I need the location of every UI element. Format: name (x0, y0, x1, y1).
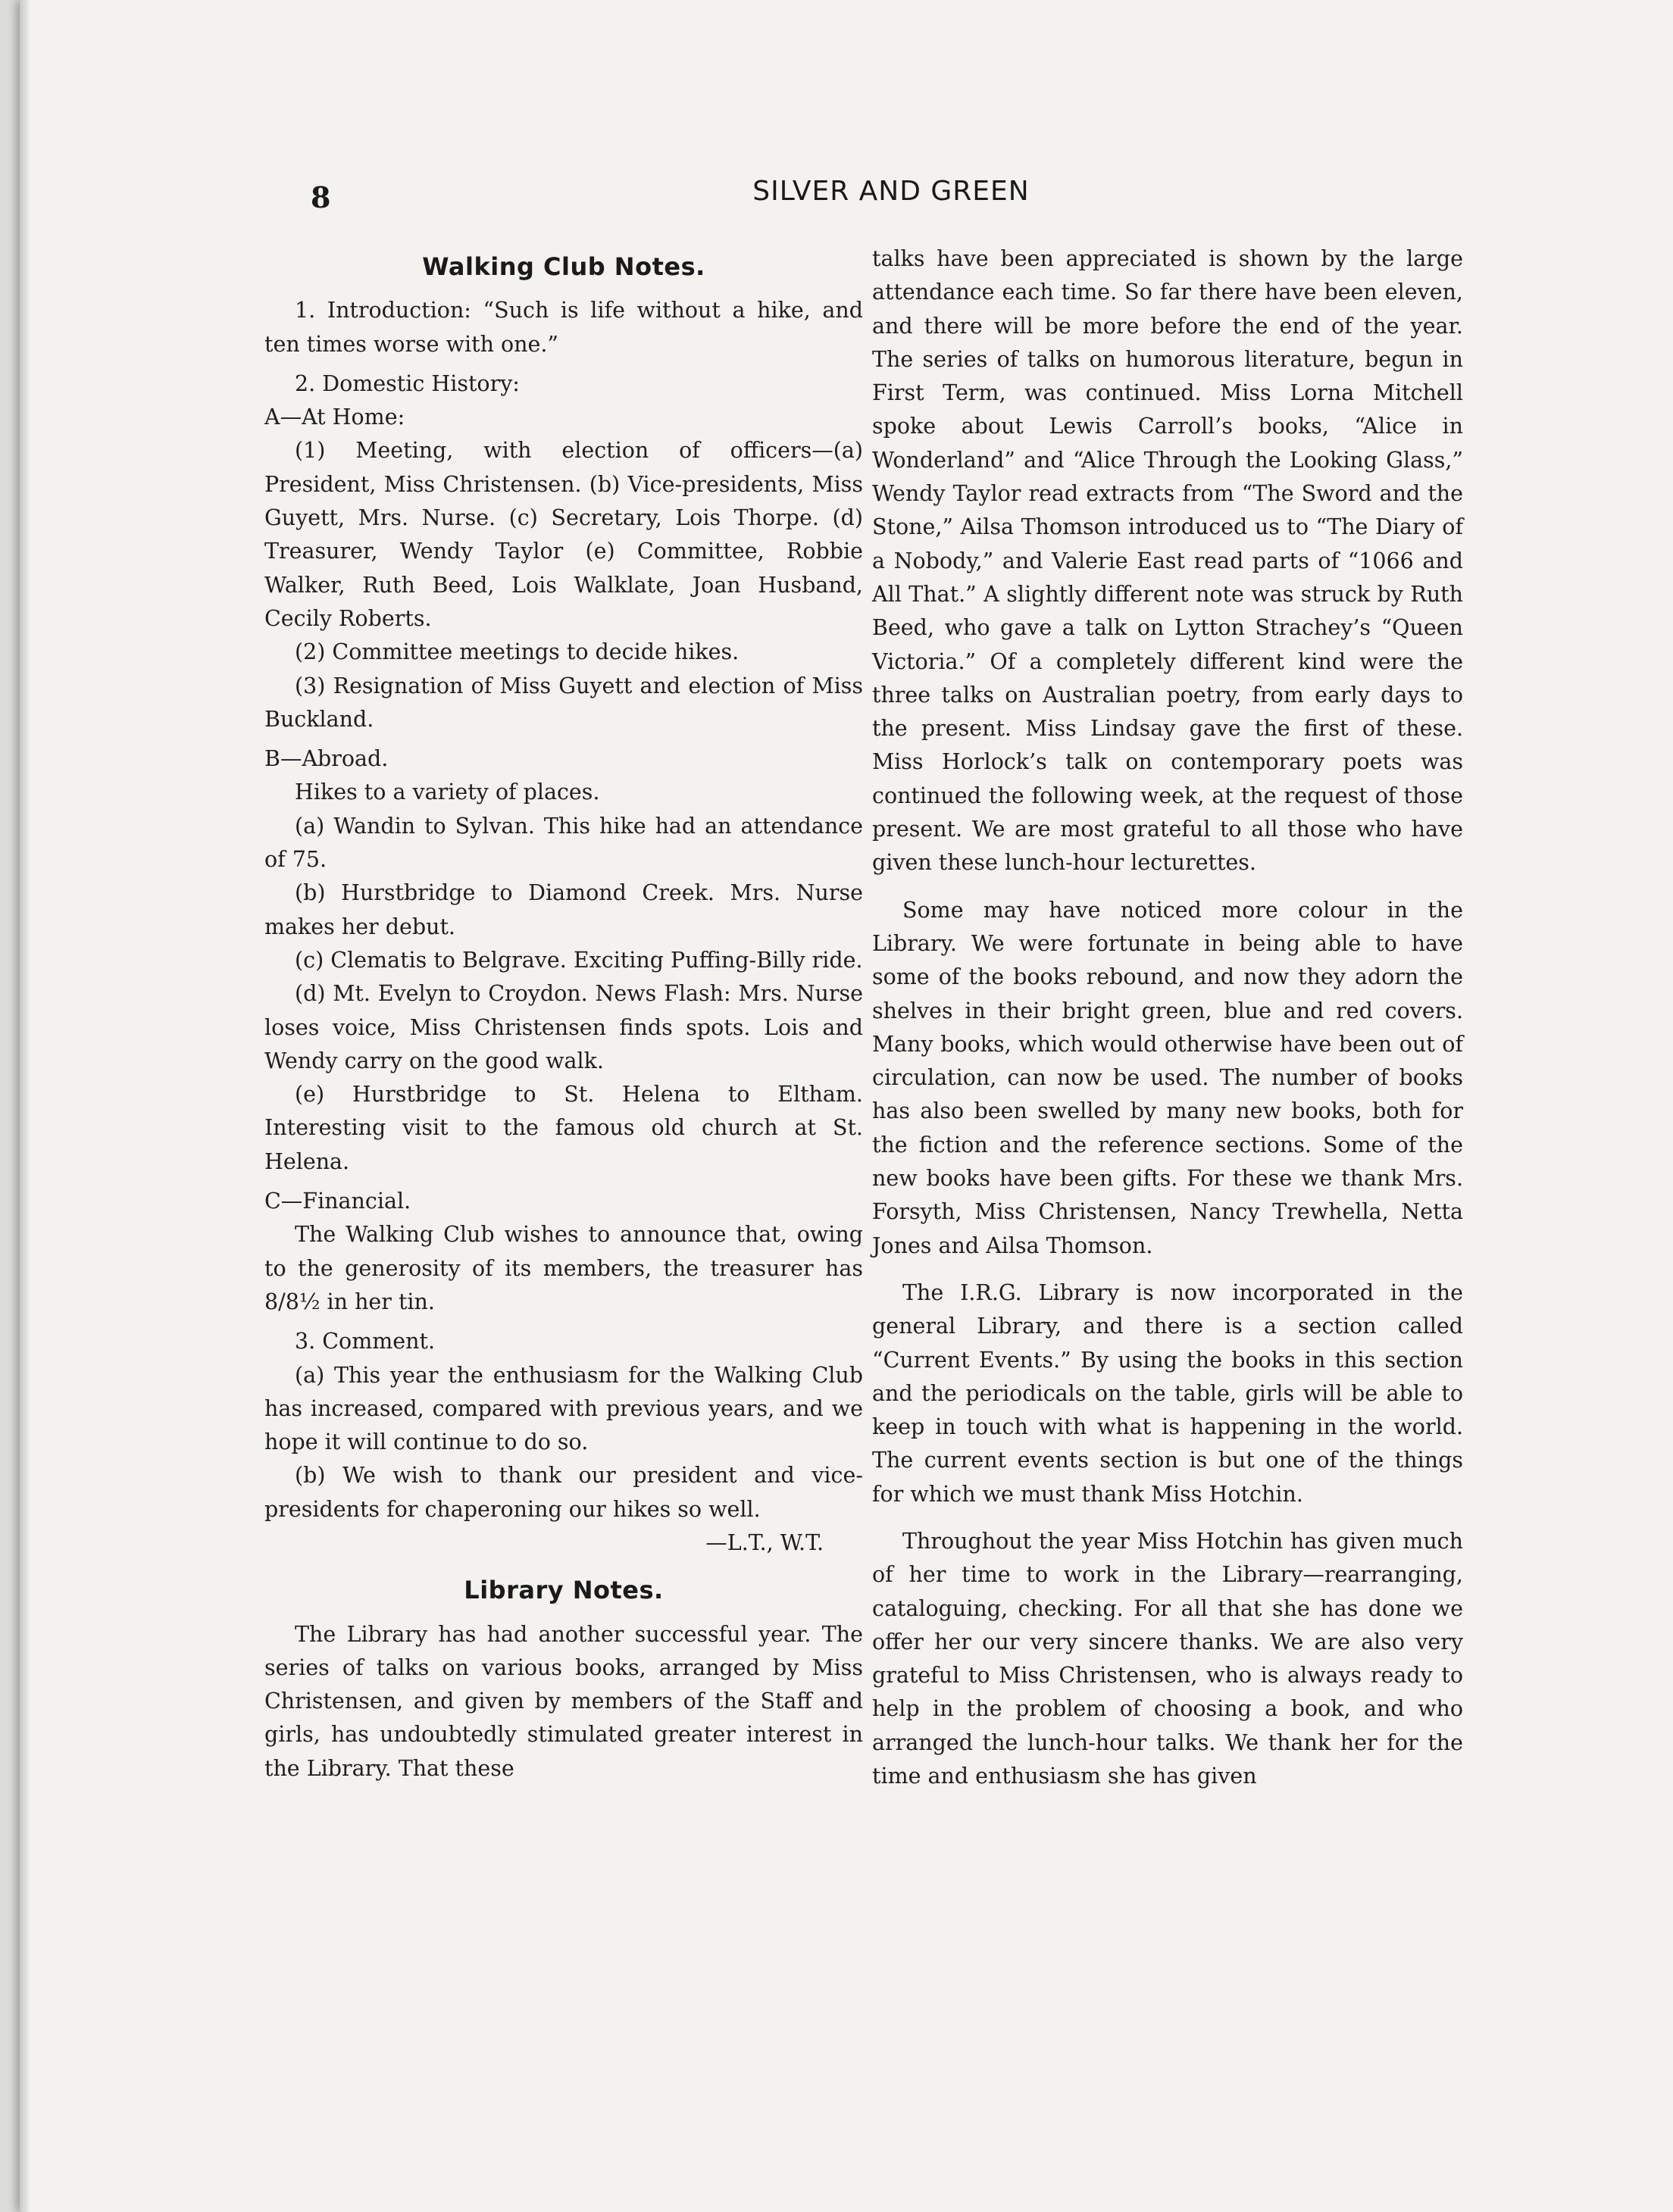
walking-hike-b: (b) Hurstbridge to Diamond Creek. Mrs. Nurse makes her debut. (264, 880, 863, 939)
walking-hike-c: (c) Clematis to Belgrave. Exciting Puffing-Billy ride. (295, 947, 863, 973)
walking-comment-a: (a) This year the enthusiasm for the Walking Club has increased, compared with previous years, and we hope it will continue to do so. (264, 1362, 863, 1455)
library-para-1-cont: talks have been appreciated is shown by the large attendance each time. So far there have been eleven, and there will be more before the end of the year. The series of talks on humorous literature, begun in First Term, was continued. Miss Lorna Mitchell spoke about Lewis Carroll’s books, “Alice in Wonderland” and “Alice Through the Looking Glass,” Wendy Taylor read extracts from “The Sword and the Stone,” Ailsa Thomson introduced us to “The Diary of a Nobody,” and Valerie East read parts of “1066 and All That.” A slightly different note was struck by Ruth Beed, who gave a talk on Lytton Strachey’s “Queen Victoria.” Of a completely different kind were the three talks on Australian poetry, from early days to the present. Miss Lindsay gave the first of these. Miss Horlock’s talk on contemporary poets was continued the following week, at the request of those present. We are most grateful to all those who have given these lunch-hour lecturettes. (872, 246, 1463, 876)
right-column (872, 242, 1463, 1793)
walking-hike-e: (e) Hurstbridge to St. Helena to Eltham. Interesting visit to the famous old church at St. Helena. (264, 1082, 863, 1174)
walking-home-item-3: (3) Resignation of Miss Guyett and election of Miss Buckland. (264, 673, 863, 732)
walking-hike-d: (d) Mt. Evelyn to Croydon. News Flash: Mrs. Nurse loses voice, Miss Christensen finds spots. Lois and Wendy carry on the good walk. (264, 981, 863, 1073)
running-title: SILVER AND GREEN (752, 176, 1030, 207)
walking-hikes-intro: Hikes to a variety of places. (295, 780, 600, 805)
walking-financial-heading: C—Financial. (264, 1189, 411, 1214)
walking-home-item-1: (1) Meeting, with election of officers—(a) President, Miss Christensen. (b) Vice-presidents, Miss Guyett, Mrs. Nurse. (c) Secretary, Lois Thorpe. (d) Treasurer, Wendy Taylor (e) Committee, Robbie Walker, Ruth Beed, Lois Walklate, Joan Husband, Cecily Roberts. (264, 438, 863, 631)
walking-comment-b: (b) We wish to thank our president and vice-presidents for chaperoning our hikes so well. (264, 1463, 863, 1522)
page-number: 8 (311, 180, 331, 214)
library-para-4: Throughout the year Miss Hotchin has given much of her time to work in the Library—rearranging, cataloguing, checking. For all that she has done we offer her our very sincere thanks. We are also very grateful to Miss Christensen, who is always ready to help in the problem of choosing a book, and who arranged the lunch-hour talks. We thank her for the time and enthusiasm she has given (872, 1528, 1463, 1789)
walking-club-title: Walking Club Notes. (422, 252, 705, 281)
library-notes-title: Library Notes. (464, 1576, 664, 1605)
walking-hike-a: (a) Wandin to Sylvan. This hike had an attendance of 75. (264, 813, 863, 873)
walking-at-home-heading: A—At Home: (264, 405, 405, 430)
walking-comment-heading: 3. Comment. (295, 1329, 435, 1354)
walking-abroad-heading: B—Abroad. (264, 746, 389, 772)
page (20, 0, 1673, 2212)
library-para-1-start: The Library has had another successful year. The series of talks on various books, arranged by Miss Christensen, and given by members of the Staff and girls, has undoubtedly stimulated greater interest in the Library. That these (264, 1621, 863, 1781)
walking-financial-text: The Walking Club wishes to announce that, owing to the generosity of its members, the treasurer has 8/8½ in her tin. (264, 1222, 863, 1314)
walking-domestic-heading: 2. Domestic History: (295, 370, 520, 396)
left-column (264, 242, 863, 1786)
walking-signoff: —L.T., W.T. (705, 1529, 824, 1555)
library-para-2: Some may have noticed more colour in the Library. We were fortunate in being able to have some of the books rebound, and now they adorn the shelves in their bright green, blue and red covers. Many books, which would otherwise have been out of circulation, can now be used. The number of books has also been swelled by many new books, both for the fiction and the reference sections. Some of the new books have been gifts. For these we thank Mrs. Forsyth, Miss Christensen, Nancy Trewhella, Netta Jones and Ailsa Thomson. (872, 897, 1463, 1258)
page-header (20, 176, 1673, 221)
library-para-3: The I.R.G. Library is now incorporated in the general Library, and there is a section called “Current Events.” By using the books in this section and the periodicals on the table, girls will be able to keep in touch with what is happening in the world. The current events section is but one of the things for which we must thank Miss Hotchin. (872, 1279, 1463, 1507)
walking-intro: 1. Introduction: “Such is life without a hike, and ten times worse with one.” (264, 298, 863, 357)
walking-home-item-2: (2) Committee meetings to decide hikes. (295, 639, 740, 665)
